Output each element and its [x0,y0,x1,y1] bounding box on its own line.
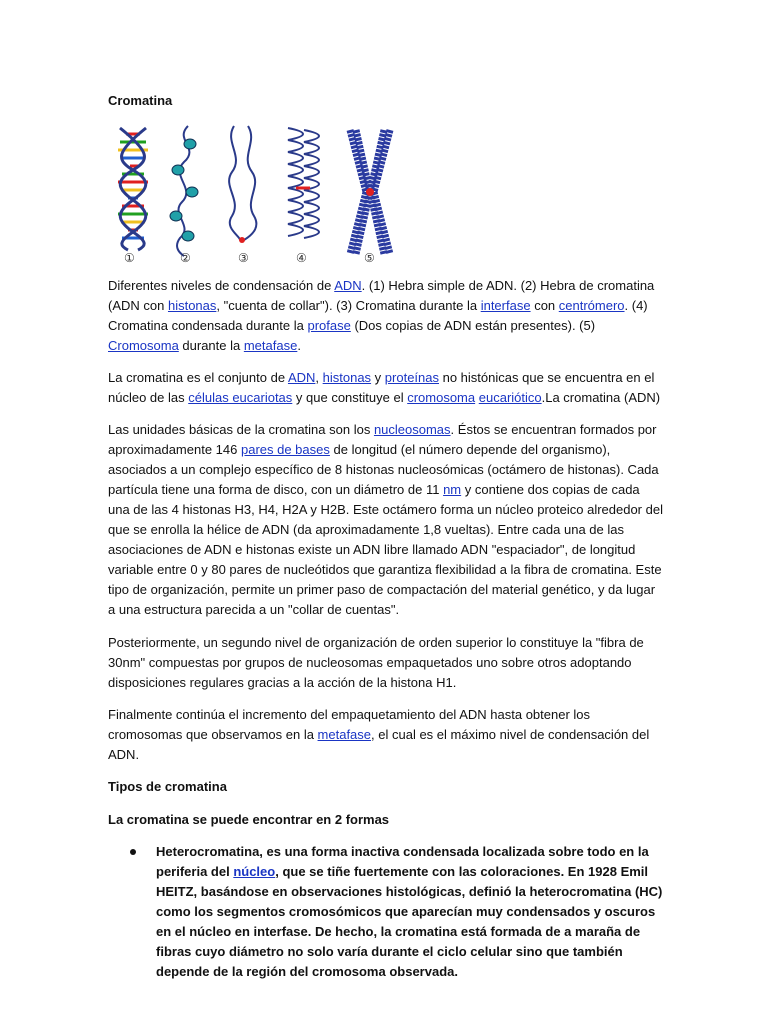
paragraph-text: y que constituye el [292,390,408,405]
link-adn[interactable]: ADN [334,278,362,293]
link-pares-de-bases[interactable]: pares de bases [240,442,330,457]
caption-text: , "cuenta de collar"). (3) Cromatina durante la [216,298,481,313]
link-metafase[interactable]: metafase [317,727,372,742]
caption-text: con [530,298,559,313]
chromatin-levels-figure [108,122,408,264]
interphase-chromatin-illustration [229,126,256,243]
link-profase[interactable]: profase [307,318,351,333]
caption-text: (Dos copias de ADN están presentes). (5) [350,318,596,333]
figure-label-5: ⑤ [364,251,375,264]
paragraph-definition [108,368,663,408]
beads-on-string-illustration [170,126,198,256]
paragraph-text: Finalmente continúa el incremento del empaquetamiento del ADN hasta obtener los cromosomas que observamos en la [108,707,591,742]
figure-caption [108,276,663,356]
figure-label-4: ④ [296,251,307,264]
page-title: Cromatina [108,93,173,108]
caption-text: . [297,338,301,353]
figure-label-1: ① [124,251,135,264]
paragraph-text: .La cromatina (ADN) [541,390,661,405]
prophase-chromatin-illustration [288,128,319,238]
paragraph-text: Las unidades básicas de la cromatina son los [108,422,374,437]
link-nm[interactable]: nm [443,482,462,497]
dna-helix-illustration [118,128,148,250]
caption-text: Diferentes niveles de condensación de [108,278,335,293]
link-nucleo[interactable]: núcleo [233,864,276,879]
paragraph-text: y contiene dos copias de cada una de las 4 histonas H3, H4, H2A y H2B. Este octámero forma un núcleo proteico alrededor del que se enrolla la hélice de ADN (da aproximadamente 1,8 vueltas). Entre cada una de las asociaciones de ADN e histonas existe un ADN libre llamado ADN "espaciador", de longitud variable entre 0 y 80 pares de nucleótidos que garantiza flexibilidad a la fibra de cromatina. Este tipo de organización, permite un primer paso de compactación del material genético, y da lugar a una estructura parecida a un "collar de cuentas". [108,482,663,617]
paragraph-text: , [315,370,323,385]
link-eucariotico[interactable]: eucariótico [478,390,542,405]
paragraph-text: La cromatina es el conjunto de [108,370,288,385]
section-heading-tipos: Tipos de cromatina [108,779,227,794]
link-histonas[interactable]: histonas [167,298,217,313]
section-intro-formas: La cromatina se puede encontrar en 2 formas [108,812,390,827]
caption-text: . (4) Cromatina condensada durante la [108,298,648,333]
link-interfase[interactable]: interfase [480,298,531,313]
link-nucleosomas[interactable]: nucleosomas [373,422,451,437]
link-celulas-eucariotas[interactable]: células eucariotas [188,390,293,405]
paragraph-nucleosomas [108,420,663,620]
metaphase-chromosome-illustration [350,130,390,254]
paragraph-text: de longitud (el número depende del organismo), asociados a un complejo específico de 8 histonas nucleosómicas (octámero de histonas). Cada partícula tiene una forma de disco, con un diámetro de 11 [108,442,659,497]
paragraph-text: y [371,370,385,385]
figure-label-3: ③ [238,251,249,264]
link-centromero[interactable]: centrómero [558,298,625,313]
link-metafase[interactable]: metafase [243,338,298,353]
link-proteinas[interactable]: proteínas [384,370,439,385]
caption-text: durante la [178,338,244,353]
link-adn[interactable]: ADN [287,370,316,385]
paragraph-text: no histónicas que se encuentra en el núcleo de las [108,370,655,405]
list-item-text [156,842,666,982]
paragraph-metafase [108,705,663,765]
bullet-icon [130,849,136,855]
figure-label-2: ② [180,251,191,264]
list-text: , que se tiñe fuertemente con las coloraciones. En 1928 Emil HEITZ, basándose en observaciones histológicas, definió la heterocromatina (HC) como los segmentos cromosómicos que aparecían muy condensados y oscuros en el núcleo en interfase. De hecho, la cromatina está formada de a maraña de fibras cuyo diámetro no solo varía durante el ciclo celular sino que también depende de la región del cromosoma observada. [156,864,663,979]
caption-text: . (1) Hebra simple de ADN. (2) Hebra de cromatina (ADN con [108,278,655,313]
link-histonas[interactable]: histonas [322,370,372,385]
paragraph-text: , el cual es el máximo nivel de condensación del ADN. [108,727,650,762]
link-cromosoma[interactable]: Cromosoma [108,338,179,353]
list-text: Heterocromatina, es una forma inactiva condensada localizada sobre todo en la periferia del [156,844,649,879]
link-cromosoma[interactable]: cromosoma [407,390,476,405]
paragraph-text: . Éstos se encuentran formados por aproximadamente 146 [108,422,657,457]
paragraph-fibra-30nm: Posteriormente, un segundo nivel de organización de orden superior lo constituye la "fibra de 30nm" compuestas por grupos de nucleosomas empaquetados uno sobre otros adoptando disposiciones regulares gracias a la acción de la histona H1. [108,635,644,690]
